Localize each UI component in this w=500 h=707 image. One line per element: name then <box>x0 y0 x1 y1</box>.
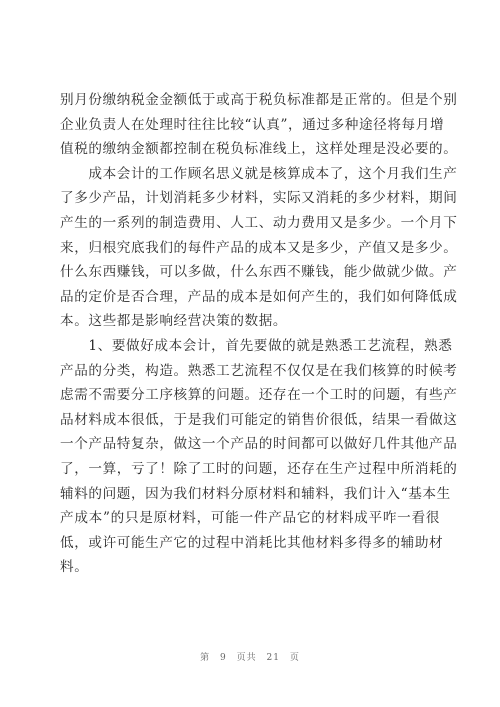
page-footer <box>0 650 500 663</box>
text-line: 了，一算，亏了！除了工时的问题，还存在生产过程中所消耗的 <box>60 460 458 477</box>
text-line: 值税的缴纳金额都控制在税负标准线上，这样处理是没必要的。 <box>60 141 458 158</box>
footer-middle: 页共 <box>236 653 257 663</box>
text-line: 品的定价是否合理，产品的成本是如何产生的，我们如何降低成 <box>60 288 458 305</box>
paragraph-2 <box>60 162 458 334</box>
paragraph-3 <box>60 334 458 580</box>
text-line: 成本会计的工作顾名思义就是核算成本了，这个月我们生产 <box>60 165 458 182</box>
text-line: 1、要做好成本会计，首先要做的就是熟悉工艺流程，熟悉 <box>60 337 453 354</box>
text-line: 企业负责人在处理时往往比较“认真”，通过多种途径将每月增 <box>60 116 445 133</box>
footer-suffix: 页 <box>289 653 300 663</box>
text-line: 产品的分类，构造。熟悉工艺流程不仅仅是在我们核算的时候考 <box>60 362 458 379</box>
paragraph-1 <box>60 88 458 162</box>
text-line: 品材料成本很低，于是我们可能定的销售价很低，结果一看做这 <box>60 411 458 428</box>
body-text <box>60 88 458 580</box>
text-line: 低，或许可能生产它的过程中消耗比其他材料多得多的辅助材 <box>60 534 444 551</box>
text-line: 别月份缴纳税金金额低于或高于税负标准都是正常的。但是个别 <box>60 92 458 108</box>
text-line: 什么东西赚钱，可以多做，什么东西不赚钱，能少做就少做。产 <box>60 264 458 281</box>
text-line: 产成本”的只是原材料，可能一件产品它的材料成平咋一看很 <box>60 510 440 527</box>
footer-page-number: 9 <box>220 653 227 663</box>
text-line: 辅料的问题，因为我们材料分原材料和辅料，我们计入“基本生 <box>60 485 451 502</box>
text-line: 本。这些都是影响经营决策的数据。 <box>60 313 288 330</box>
text-line: 产生的一系列的制造费用、人工、动力费用又是多少。一个月下 <box>60 214 458 231</box>
text-line: 料。 <box>60 559 89 576</box>
footer-prefix: 第 <box>200 653 211 663</box>
footer-total-pages: 21 <box>266 653 280 663</box>
text-line: 了多少产品，计划消耗多少材料，实际又消耗的多少材料，期间 <box>60 190 458 207</box>
text-line: 虑需不需要分工序核算的问题。还存在一个工时的问题，有些产 <box>60 387 458 404</box>
text-line: 来，归根究底我们的每件产品的成本又是多少，产值又是多少。 <box>60 239 458 256</box>
text-line: 一个产品特复杂，做这一个产品的时间都可以做好几件其他产品 <box>60 436 458 453</box>
